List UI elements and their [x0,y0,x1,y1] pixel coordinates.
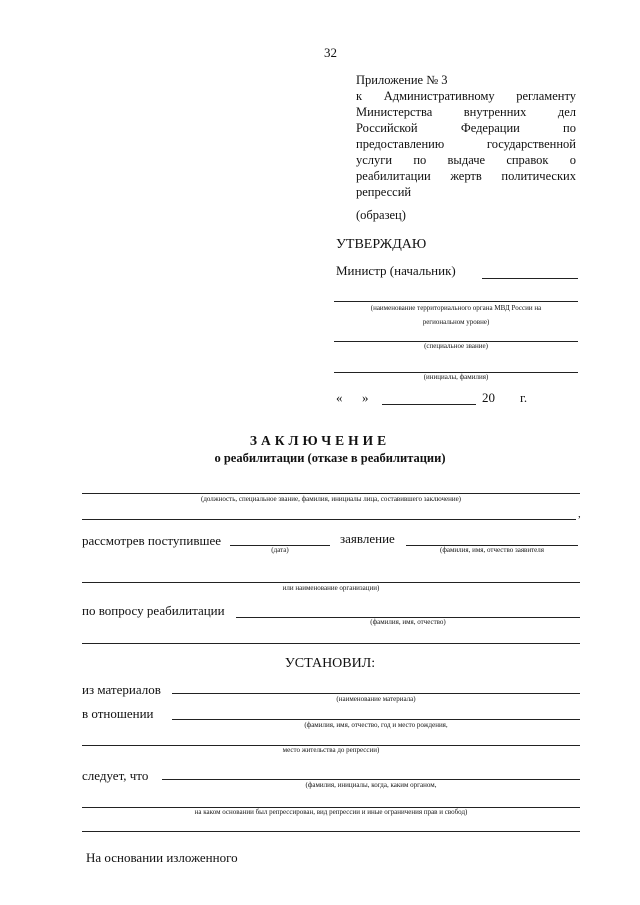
year-prefix: 20 [482,390,495,405]
fio-hint: (фамилия, имя, отчество) [370,618,446,626]
date-line [382,404,476,405]
considered-label: рассмотрев поступившее [82,533,222,548]
appendix-line: предоставлению государственной [356,137,576,151]
approval-heading: УТВЕРЖДАЮ [336,237,427,252]
residence-hint: место жительства до репрессии) [282,746,380,754]
applicant-hint: (фамилия, имя, отчество заявителя [440,546,544,554]
statement-label: заявление [340,531,395,546]
appendix-line: к Административному регламенту [356,89,576,103]
name-hint: (инициалы, фамилия) [423,373,489,381]
repressed-hint: (фамилия, инициалы, когда, каким органом, [305,781,437,789]
materials-line [172,693,580,694]
rank-hint: (специальное звание) [424,342,488,350]
org-name-hint: или наименование организации) [282,584,380,592]
appendix-line: услуги по выдаче справок о [356,153,576,167]
document-subtitle: о реабилитации (отказе в реабилитации) [214,451,446,465]
quote-open: « [336,390,343,405]
material-hint: (наименование материала) [336,695,416,703]
appendix-line: Приложение № 3 [356,73,448,87]
appendix-block [356,72,576,200]
date-hint: (дата) [271,546,289,554]
org-line [334,301,578,302]
from-materials-label: из материалов [82,682,161,697]
appendix-line: реабилитации жертв политических [356,169,576,183]
rehab-line-2 [82,643,580,644]
basis-hint: на каком основании был репрессирован, вид репрессии и иные ограничения прав и свобод) [194,808,468,816]
birth-hint: (фамилия, имя, отчество, год и место рождения, [304,721,448,729]
minister-label: Министр (начальник) [336,263,456,278]
appendix-line: Российской Федерации по [356,121,576,135]
quote-close: » [362,390,369,405]
follows-line [162,779,580,780]
rehab-question-label: по вопросу реабилитации [82,603,225,618]
comma: , [578,508,581,520]
follows-label: следует, что [82,768,149,783]
author-line [82,493,580,494]
org-hint: (наименование территориального органа МВД России на [370,304,542,312]
basis-line-2 [82,831,580,832]
org-hint: региональном уровне) [422,318,490,326]
org-name-line [82,582,580,583]
appendix-line: Министерства внутренних дел [356,105,576,119]
based-on-label: На основании изложенного [86,850,238,865]
page-number: 32 [324,45,337,60]
established-heading: УСТАНОВИЛ: [284,656,376,671]
author-line-2 [82,519,576,520]
regarding-label: в отношении [82,706,154,721]
appendix-line: репрессий [356,185,412,199]
regarding-line [172,719,580,720]
author-hint: (должность, специальное звание, фамилия, инициалы лица, составившего заключение) [200,495,462,503]
sample-label: (образец) [356,208,406,222]
document-title: ЗАКЛЮЧЕНИЕ [249,433,391,448]
signature-line [482,278,578,279]
year-suffix: г. [520,390,528,405]
